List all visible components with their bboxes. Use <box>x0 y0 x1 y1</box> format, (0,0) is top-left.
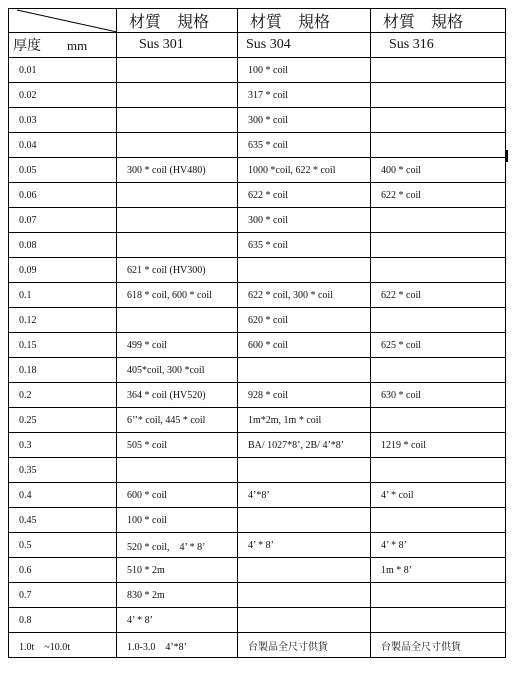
header-spec-301: 材質 規格 <box>117 9 238 33</box>
spec-sheet <box>8 8 505 658</box>
sus316-cell <box>371 358 506 383</box>
material-sus316: Sus 316 <box>371 33 506 58</box>
sus301-cell: 618 * coil, 600 * coil <box>117 283 238 308</box>
sus304-cell: 1000 *coil, 622 * coil <box>238 158 371 183</box>
thickness-cell: 0.5 <box>9 533 117 558</box>
table-row <box>9 58 506 83</box>
sus301-cell: 100 * coil <box>117 508 238 533</box>
table-row <box>9 533 506 558</box>
material-spec-table <box>8 8 506 658</box>
sus301-cell <box>117 83 238 108</box>
sus301-cell <box>117 133 238 158</box>
table-row <box>9 333 506 358</box>
sus301-cell <box>117 183 238 208</box>
thickness-cell: 0.12 <box>9 308 117 333</box>
sus304-cell: 635 * coil <box>238 233 371 258</box>
sus301-cell: 621 * coil (HV300) <box>117 258 238 283</box>
sus301-cell: 405*coil, 300 *coil <box>117 358 238 383</box>
sus316-cell: 4’ * coil <box>371 483 506 508</box>
thickness-cell: 0.4 <box>9 483 117 508</box>
table-row <box>9 308 506 333</box>
sus304-cell: 4’ * 8’ <box>238 533 371 558</box>
header-spec-316: 材質 規格 <box>371 9 506 33</box>
sus301-cell: 600 * coil <box>117 483 238 508</box>
sus316-cell: 台製品全尺寸供貨 <box>371 633 506 658</box>
sus316-cell: 400 * coil <box>371 158 506 183</box>
table-row <box>9 108 506 133</box>
sus316-cell: 622 * coil <box>371 283 506 308</box>
header-row-spec <box>9 9 506 33</box>
table-row <box>9 508 506 533</box>
sus316-cell <box>371 408 506 433</box>
sus316-cell: 622 * coil <box>371 183 506 208</box>
sus304-cell <box>238 558 371 583</box>
sus304-cell: 600 * coil <box>238 333 371 358</box>
thickness-cell: 0.45 <box>9 508 117 533</box>
thickness-cell: 0.18 <box>9 358 117 383</box>
table-row <box>9 633 506 658</box>
thickness-header <box>9 33 117 58</box>
unit-label: mm <box>67 38 88 53</box>
sus316-cell <box>371 258 506 283</box>
sus316-cell <box>371 133 506 158</box>
thickness-cell: 1.0t ~10.0t <box>9 633 117 658</box>
sus304-cell <box>238 608 371 633</box>
thickness-cell: 0.15 <box>9 333 117 358</box>
sus301-cell: 4’ * 8’ <box>117 608 238 633</box>
sus316-cell <box>371 308 506 333</box>
sus301-cell: 499 * coil <box>117 333 238 358</box>
sus301-cell: 300 * coil (HV480) <box>117 158 238 183</box>
sus316-cell <box>371 608 506 633</box>
sus316-cell: 1219 * coil <box>371 433 506 458</box>
sus301-cell <box>117 233 238 258</box>
sus304-cell <box>238 358 371 383</box>
sus316-cell <box>371 583 506 608</box>
sus304-cell: 100 * coil <box>238 58 371 83</box>
thickness-cell: 0.06 <box>9 183 117 208</box>
sus301-cell: 1.0-3.0 4’*8’ <box>117 633 238 658</box>
thickness-cell: 0.03 <box>9 108 117 133</box>
table-row <box>9 83 506 108</box>
sus304-cell: 4’*8’ <box>238 483 371 508</box>
sus304-cell <box>238 458 371 483</box>
sus304-cell: 620 * coil <box>238 308 371 333</box>
material-sus304: Sus 304 <box>238 33 371 58</box>
header-row-material <box>9 33 506 58</box>
thickness-cell: 0.35 <box>9 458 117 483</box>
sus301-cell: 830 * 2m <box>117 583 238 608</box>
table-row <box>9 133 506 158</box>
sus304-cell: 622 * coil <box>238 183 371 208</box>
thickness-cell: 0.2 <box>9 383 117 408</box>
sus304-cell: BA/ 1027*8’, 2B/ 4’*8’ <box>238 433 371 458</box>
sus304-cell: 317 * coil <box>238 83 371 108</box>
sus304-cell <box>238 508 371 533</box>
sus301-cell <box>117 208 238 233</box>
sus304-cell: 台製品全尺寸供貨 <box>238 633 371 658</box>
sus316-cell <box>371 208 506 233</box>
sus316-cell: 1m * 8’ <box>371 558 506 583</box>
sus304-cell <box>238 258 371 283</box>
thickness-cell: 0.01 <box>9 58 117 83</box>
sus304-cell: 300 * coil <box>238 108 371 133</box>
thickness-cell: 0.7 <box>9 583 117 608</box>
sus301-cell: 510 * 2m <box>117 558 238 583</box>
sus316-cell <box>371 108 506 133</box>
table-row <box>9 483 506 508</box>
thickness-cell: 0.02 <box>9 83 117 108</box>
thickness-cell: 0.1 <box>9 283 117 308</box>
sus304-cell: 622 * coil, 300 * coil <box>238 283 371 308</box>
diagonal-corner-cell <box>9 9 117 33</box>
header-spec-304: 材質 規格 <box>238 9 371 33</box>
sus301-cell: 520 * coil, 4’ * 8’ <box>117 533 238 558</box>
table-row <box>9 233 506 258</box>
sus301-cell: 364 * coil (HV520) <box>117 383 238 408</box>
sus301-cell <box>117 458 238 483</box>
sus316-cell <box>371 58 506 83</box>
sus316-cell: 630 * coil <box>371 383 506 408</box>
sus316-cell: 625 * coil <box>371 333 506 358</box>
thickness-cell: 0.04 <box>9 133 117 158</box>
sus304-cell <box>238 583 371 608</box>
table-row <box>9 258 506 283</box>
sus301-cell <box>117 308 238 333</box>
table-row <box>9 183 506 208</box>
thickness-label: 厚度 <box>13 39 41 54</box>
sus316-cell <box>371 83 506 108</box>
sus316-cell: 4’ * 8’ <box>371 533 506 558</box>
sus301-cell: 505 * coil <box>117 433 238 458</box>
sus304-cell: 1m*2m, 1m * coil <box>238 408 371 433</box>
sus316-cell <box>371 458 506 483</box>
thickness-cell: 0.07 <box>9 208 117 233</box>
table-row <box>9 433 506 458</box>
table-row <box>9 358 506 383</box>
sus301-cell <box>117 58 238 83</box>
diagonal-line <box>9 9 117 33</box>
sus316-cell <box>371 508 506 533</box>
table-row <box>9 208 506 233</box>
table-row <box>9 558 506 583</box>
table-row <box>9 158 506 183</box>
material-sus301: Sus 301 <box>117 33 238 58</box>
table-row <box>9 383 506 408</box>
sus304-cell: 635 * coil <box>238 133 371 158</box>
sus301-cell: 6’’* coil, 445 * coil <box>117 408 238 433</box>
margin-mark <box>505 150 508 162</box>
table-row <box>9 283 506 308</box>
thickness-cell: 0.8 <box>9 608 117 633</box>
sus304-cell: 300 * coil <box>238 208 371 233</box>
sus304-cell: 928 * coil <box>238 383 371 408</box>
sus301-cell <box>117 108 238 133</box>
thickness-cell: 0.08 <box>9 233 117 258</box>
thickness-cell: 0.09 <box>9 258 117 283</box>
thickness-cell: 0.05 <box>9 158 117 183</box>
thickness-cell: 0.3 <box>9 433 117 458</box>
table-row <box>9 608 506 633</box>
table-row <box>9 408 506 433</box>
thickness-cell: 0.6 <box>9 558 117 583</box>
table-row <box>9 458 506 483</box>
sus316-cell <box>371 233 506 258</box>
table-row <box>9 583 506 608</box>
thickness-cell: 0.25 <box>9 408 117 433</box>
